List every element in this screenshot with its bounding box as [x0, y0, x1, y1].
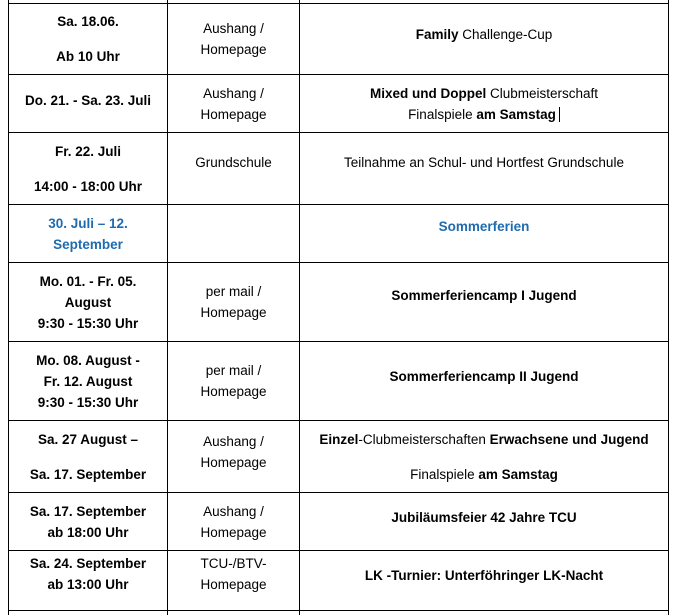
table-row-date: [9, 342, 167, 420]
event-line: Einzel-Clubmeisterschaften Erwachsene und Jugend: [319, 431, 649, 447]
date-line: August: [64, 294, 112, 310]
time-line: Ab 10 Uhr: [56, 49, 120, 64]
event-text: Sommerferiencamp II Jugend: [389, 368, 579, 384]
info-line: Aushang /: [203, 503, 264, 519]
date-line: Do. 21. - Sa. 23. Juli: [24, 92, 152, 108]
event-text: Sommerferien: [438, 219, 530, 234]
table-row-event: [300, 421, 668, 492]
event-text: LK -Turnier: Unterföhringer LK-Nacht: [364, 567, 604, 583]
info-line: Aushang /: [203, 434, 264, 449]
info-line: Aushang /: [203, 21, 264, 36]
date-line: Mo. 01. - Fr. 05.: [39, 273, 137, 289]
table-row-info: [168, 421, 299, 483]
table-row-date: [9, 493, 167, 550]
date-line: Sa. 17. September: [29, 503, 147, 519]
table-row-date: [9, 551, 167, 597]
text-cursor: [559, 107, 560, 122]
table-row-date: [9, 205, 167, 262]
date-line: Fr. 22. Juli: [54, 143, 122, 159]
date-line: Fr. 12. August: [43, 373, 133, 389]
info-line: Aushang /: [203, 85, 264, 101]
date-line: Sa. 17. September: [29, 466, 147, 482]
info-line: TCU-/BTV-: [200, 556, 267, 571]
event-text: Sommerferiencamp I Jugend: [391, 288, 577, 303]
table-row-event: [300, 4, 668, 64]
date-line: Sa. 18.06.: [57, 14, 119, 29]
event-line: Finalspiele am Samstag: [408, 104, 560, 125]
table-row-info: [168, 263, 299, 341]
event-text: Teilnahme an Schul- und Hortfest Grundschule: [344, 154, 624, 170]
table-row-date: [9, 263, 167, 341]
event-line: Mixed und Doppel Clubmeisterschaft: [369, 85, 599, 101]
date-line: September: [53, 236, 123, 252]
date-line: Mo. 08. August -: [36, 352, 140, 368]
table-row-date: [9, 75, 167, 125]
row-divider: [8, 610, 668, 611]
table-row-date: [9, 4, 167, 74]
event-text: Family Challenge-Cup: [415, 26, 553, 42]
info-line: Homepage: [200, 384, 267, 399]
table-row-info: [168, 75, 299, 132]
info-line: Homepage: [200, 106, 267, 122]
date-line: Sa. 27 August –: [37, 431, 139, 447]
event-line: Finalspiele am Samstag: [410, 466, 558, 482]
table-row-event: [300, 133, 668, 191]
date-line: Sa. 24. September: [29, 556, 147, 571]
table-row-info: [168, 342, 299, 420]
info-line: Homepage: [200, 455, 267, 470]
table-row-event: [300, 205, 668, 248]
table-row-info: [168, 133, 299, 191]
time-line: ab 13:00 Uhr: [47, 577, 129, 592]
info-line: Homepage: [200, 577, 267, 592]
table-row-event: [300, 263, 668, 328]
event-text: Jubiläumsfeier 42 Jahre TCU: [391, 509, 577, 525]
date-line: 30. Juli – 12.: [48, 215, 128, 231]
table-row-info: [168, 4, 299, 74]
table-row-date: [9, 133, 167, 204]
info-line: Homepage: [200, 305, 267, 320]
info-line: per mail /: [205, 363, 262, 378]
table-row-event: [300, 551, 668, 599]
table-border-right: [668, 0, 669, 615]
table-row-event: [300, 342, 668, 410]
time-line: 9:30 - 15:30 Uhr: [37, 394, 139, 410]
time-line: 9:30 - 15:30 Uhr: [37, 315, 139, 331]
info-line: Grundschule: [195, 154, 272, 170]
info-line: Homepage: [200, 42, 267, 57]
table-row-event: [300, 75, 668, 132]
time-line: ab 18:00 Uhr: [47, 524, 129, 540]
table-row-event: [300, 493, 668, 541]
table-row-info: [168, 493, 299, 550]
table-row-date: [9, 421, 167, 492]
info-line: per mail /: [205, 284, 262, 299]
time-line: 14:00 - 18:00 Uhr: [33, 178, 143, 194]
info-line: Homepage: [200, 524, 267, 540]
table-row-info: [168, 551, 299, 597]
